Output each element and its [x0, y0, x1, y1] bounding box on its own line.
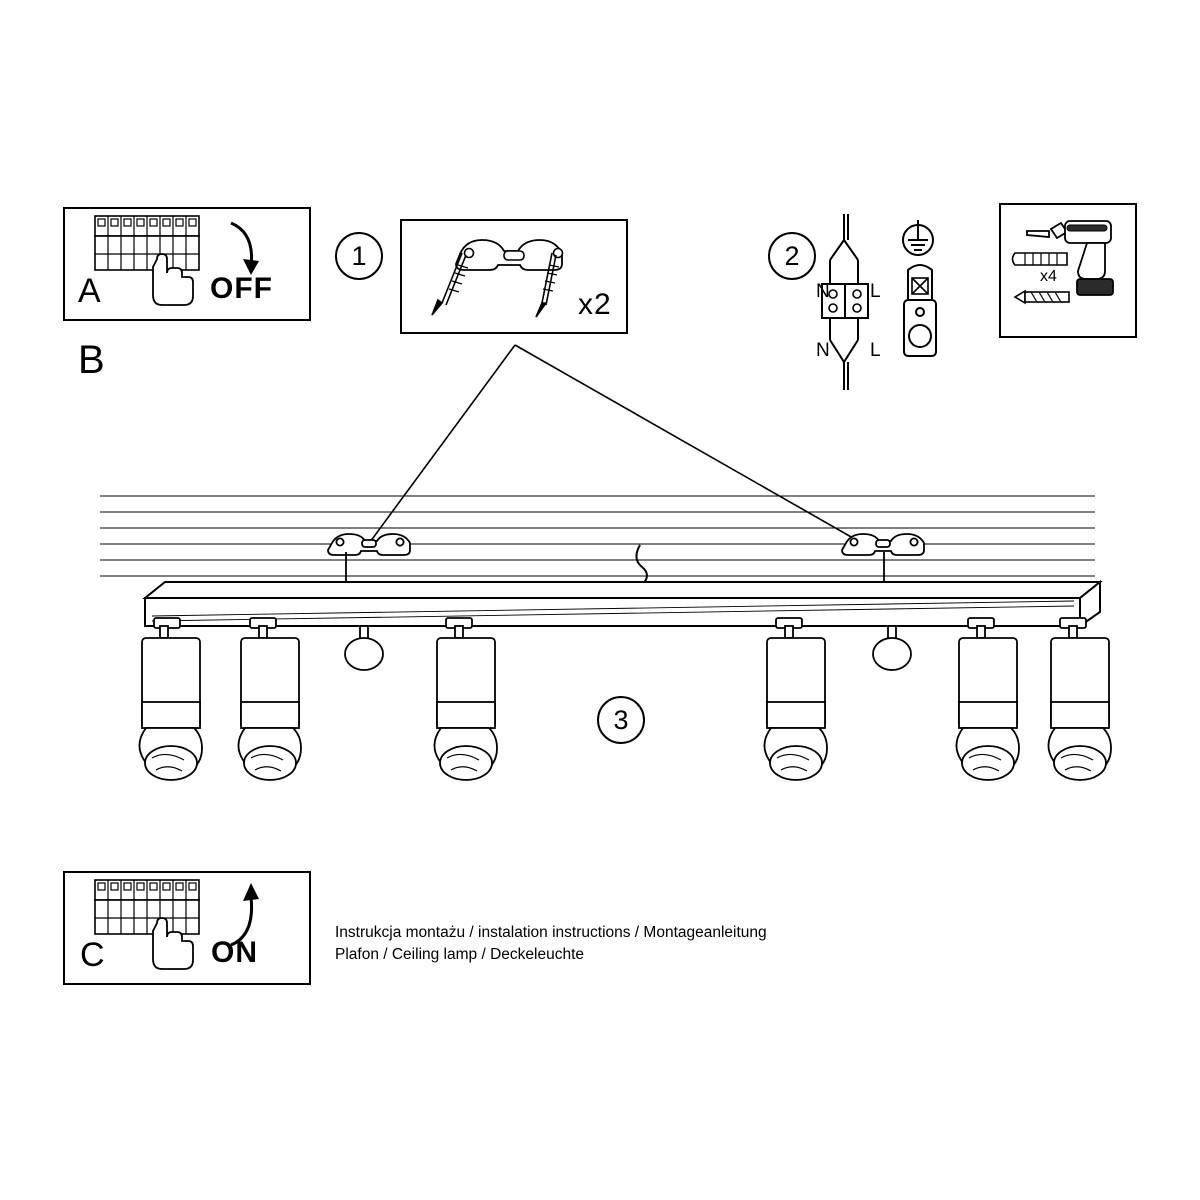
step-c-label: ON — [211, 936, 258, 969]
terminal-label-l-top: L — [870, 281, 881, 302]
step-1-quantity: x2 — [578, 288, 612, 321]
step-c-letter: C — [80, 936, 105, 974]
step-a-label: OFF — [210, 272, 273, 305]
terminal-label-n-top: N — [816, 281, 830, 302]
step-1-badge: 1 — [335, 232, 383, 280]
terminal-label-l-bottom: L — [870, 340, 881, 361]
step-2-badge: 2 — [768, 232, 816, 280]
caption-line-1: Instrukcja montażu / instalation instructions / Montageanleitung — [335, 924, 767, 941]
step-b-letter: B — [78, 338, 105, 382]
step-3-badge: 3 — [597, 696, 645, 744]
tools-illustration — [1001, 205, 1135, 336]
main-product-drawing — [60, 330, 1140, 830]
step-a-letter: A — [78, 272, 101, 310]
tools-quantity: x4 — [1040, 268, 1057, 285]
caption-line-2: Plafon / Ceiling lamp / Deckeleuchte — [335, 946, 584, 963]
tools-box — [999, 203, 1137, 338]
terminal-label-n-bottom: N — [816, 340, 830, 361]
